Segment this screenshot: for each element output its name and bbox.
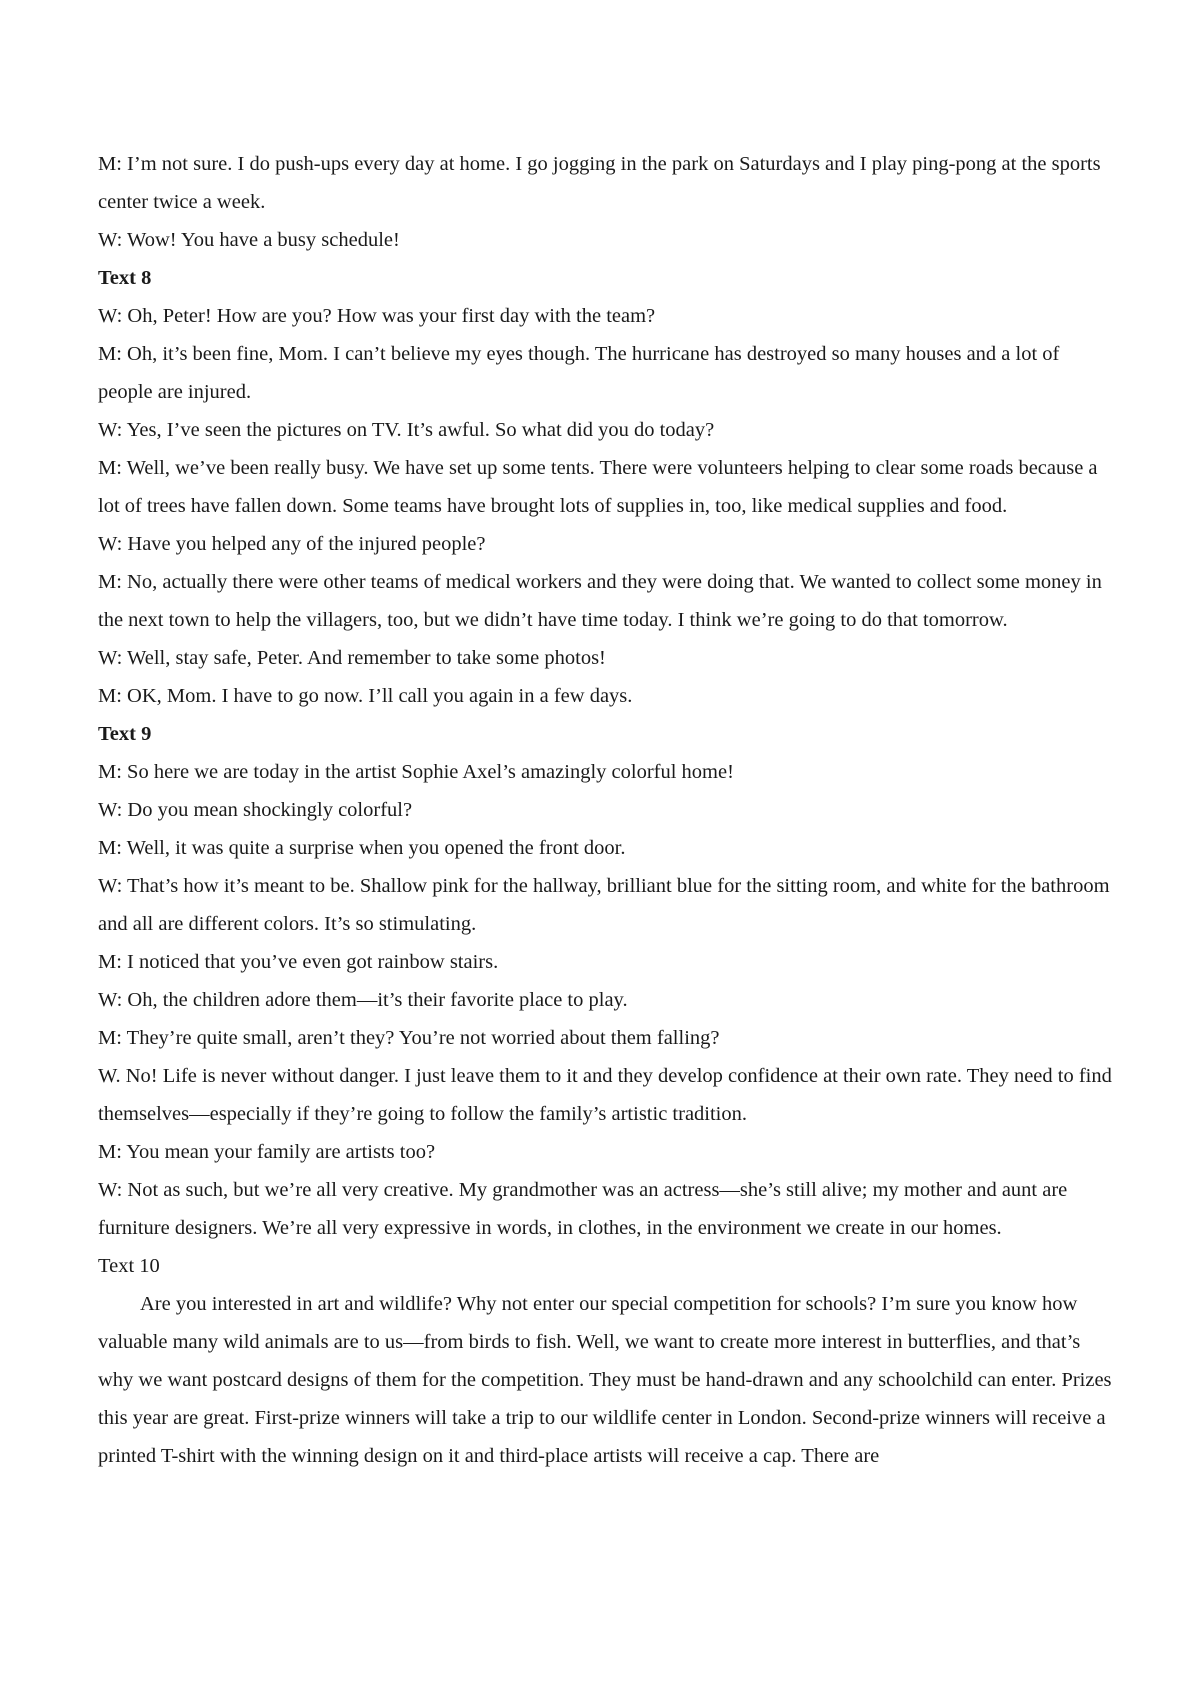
dialogue-line: M: They’re quite small, aren’t they? You’re not worried about them falling? <box>98 1027 720 1049</box>
dialogue-line: W: Oh, the children adore them—it’s their favorite place to play. <box>98 989 628 1011</box>
dialogue-line: W: Have you helped any of the injured people? <box>98 533 486 555</box>
dialogue-line: W. No! Life is never without danger. I just leave them to it and they develop confidence at their own rate. They need to find themselves—especially if they’re going to follow the family’s artistic tradition. <box>98 1065 1112 1125</box>
monologue-paragraph: Are you interested in art and wildlife? Why not enter our special competition for schools? I’m sure you know how valuable many wild animals are to us—from birds to fish. Well, we want to create more interest in butterflies, and that’s why we want postcard designs of them for the competition. They must be hand-drawn and any schoolchild can enter. Prizes this year are great. First-prize winners will take a trip to our wildlife center in London. Second-prize winners will receive a printed T-shirt with the winning design on it and third-place artists will receive a cap. There are <box>98 1293 1112 1467</box>
text10-section <box>98 1247 1118 1475</box>
dialogue-line: M: I noticed that you’ve even got rainbow stairs. <box>98 951 499 973</box>
text8-heading: Text 8 <box>98 267 152 289</box>
text10-heading: Text 10 <box>98 1255 160 1277</box>
dialogue-line: W: That’s how it’s meant to be. Shallow pink for the hallway, brilliant blue for the sitting room, and white for the bathroom and all are different colors. It’s so stimulating. <box>98 875 1110 935</box>
dialogue-line: M: Well, we’ve been really busy. We have set up some tents. There were volunteers helping to clear some roads because a lot of trees have fallen down. Some teams have brought lots of supplies in, too, like medical supplies and food. <box>98 457 1098 517</box>
text8-section <box>98 259 1118 715</box>
dialogue-line: W: Not as such, but we’re all very creative. My grandmother was an actress—she’s still alive; my mother and aunt are furniture designers. We’re all very expressive in words, in clothes, in the environment we create in our homes. <box>98 1179 1068 1239</box>
dialogue-line: M: Oh, it’s been fine, Mom. I can’t believe my eyes though. The hurricane has destroyed so many houses and a lot of people are injured. <box>98 343 1060 403</box>
text7-tail <box>98 145 1118 259</box>
dialogue-line: M: OK, Mom. I have to go now. I’ll call you again in a few days. <box>98 685 633 707</box>
dialogue-line: M: No, actually there were other teams of medical workers and they were doing that. We wanted to collect some money in the next town to help the villagers, too, but we didn’t have time today. I think we’re going to do that tomorrow. <box>98 571 1102 631</box>
dialogue-line: M: Well, it was quite a surprise when you opened the front door. <box>98 837 626 859</box>
document-page <box>98 145 1118 1475</box>
dialogue-line: M: You mean your family are artists too? <box>98 1141 436 1163</box>
dialogue-line: M: I’m not sure. I do push-ups every day at home. I go jogging in the park on Saturdays and I play ping-pong at the sports center twice a week. <box>98 153 1101 213</box>
dialogue-line: W: Yes, I’ve seen the pictures on TV. It’s awful. So what did you do today? <box>98 419 715 441</box>
text9-heading: Text 9 <box>98 723 152 745</box>
dialogue-line: M: So here we are today in the artist Sophie Axel’s amazingly colorful home! <box>98 761 734 783</box>
text9-section <box>98 715 1118 1247</box>
dialogue-line: W: Wow! You have a busy schedule! <box>98 229 400 251</box>
dialogue-line: W: Oh, Peter! How are you? How was your first day with the team? <box>98 305 656 327</box>
dialogue-line: W: Do you mean shockingly colorful? <box>98 799 413 821</box>
dialogue-line: W: Well, stay safe, Peter. And remember to take some photos! <box>98 647 606 669</box>
